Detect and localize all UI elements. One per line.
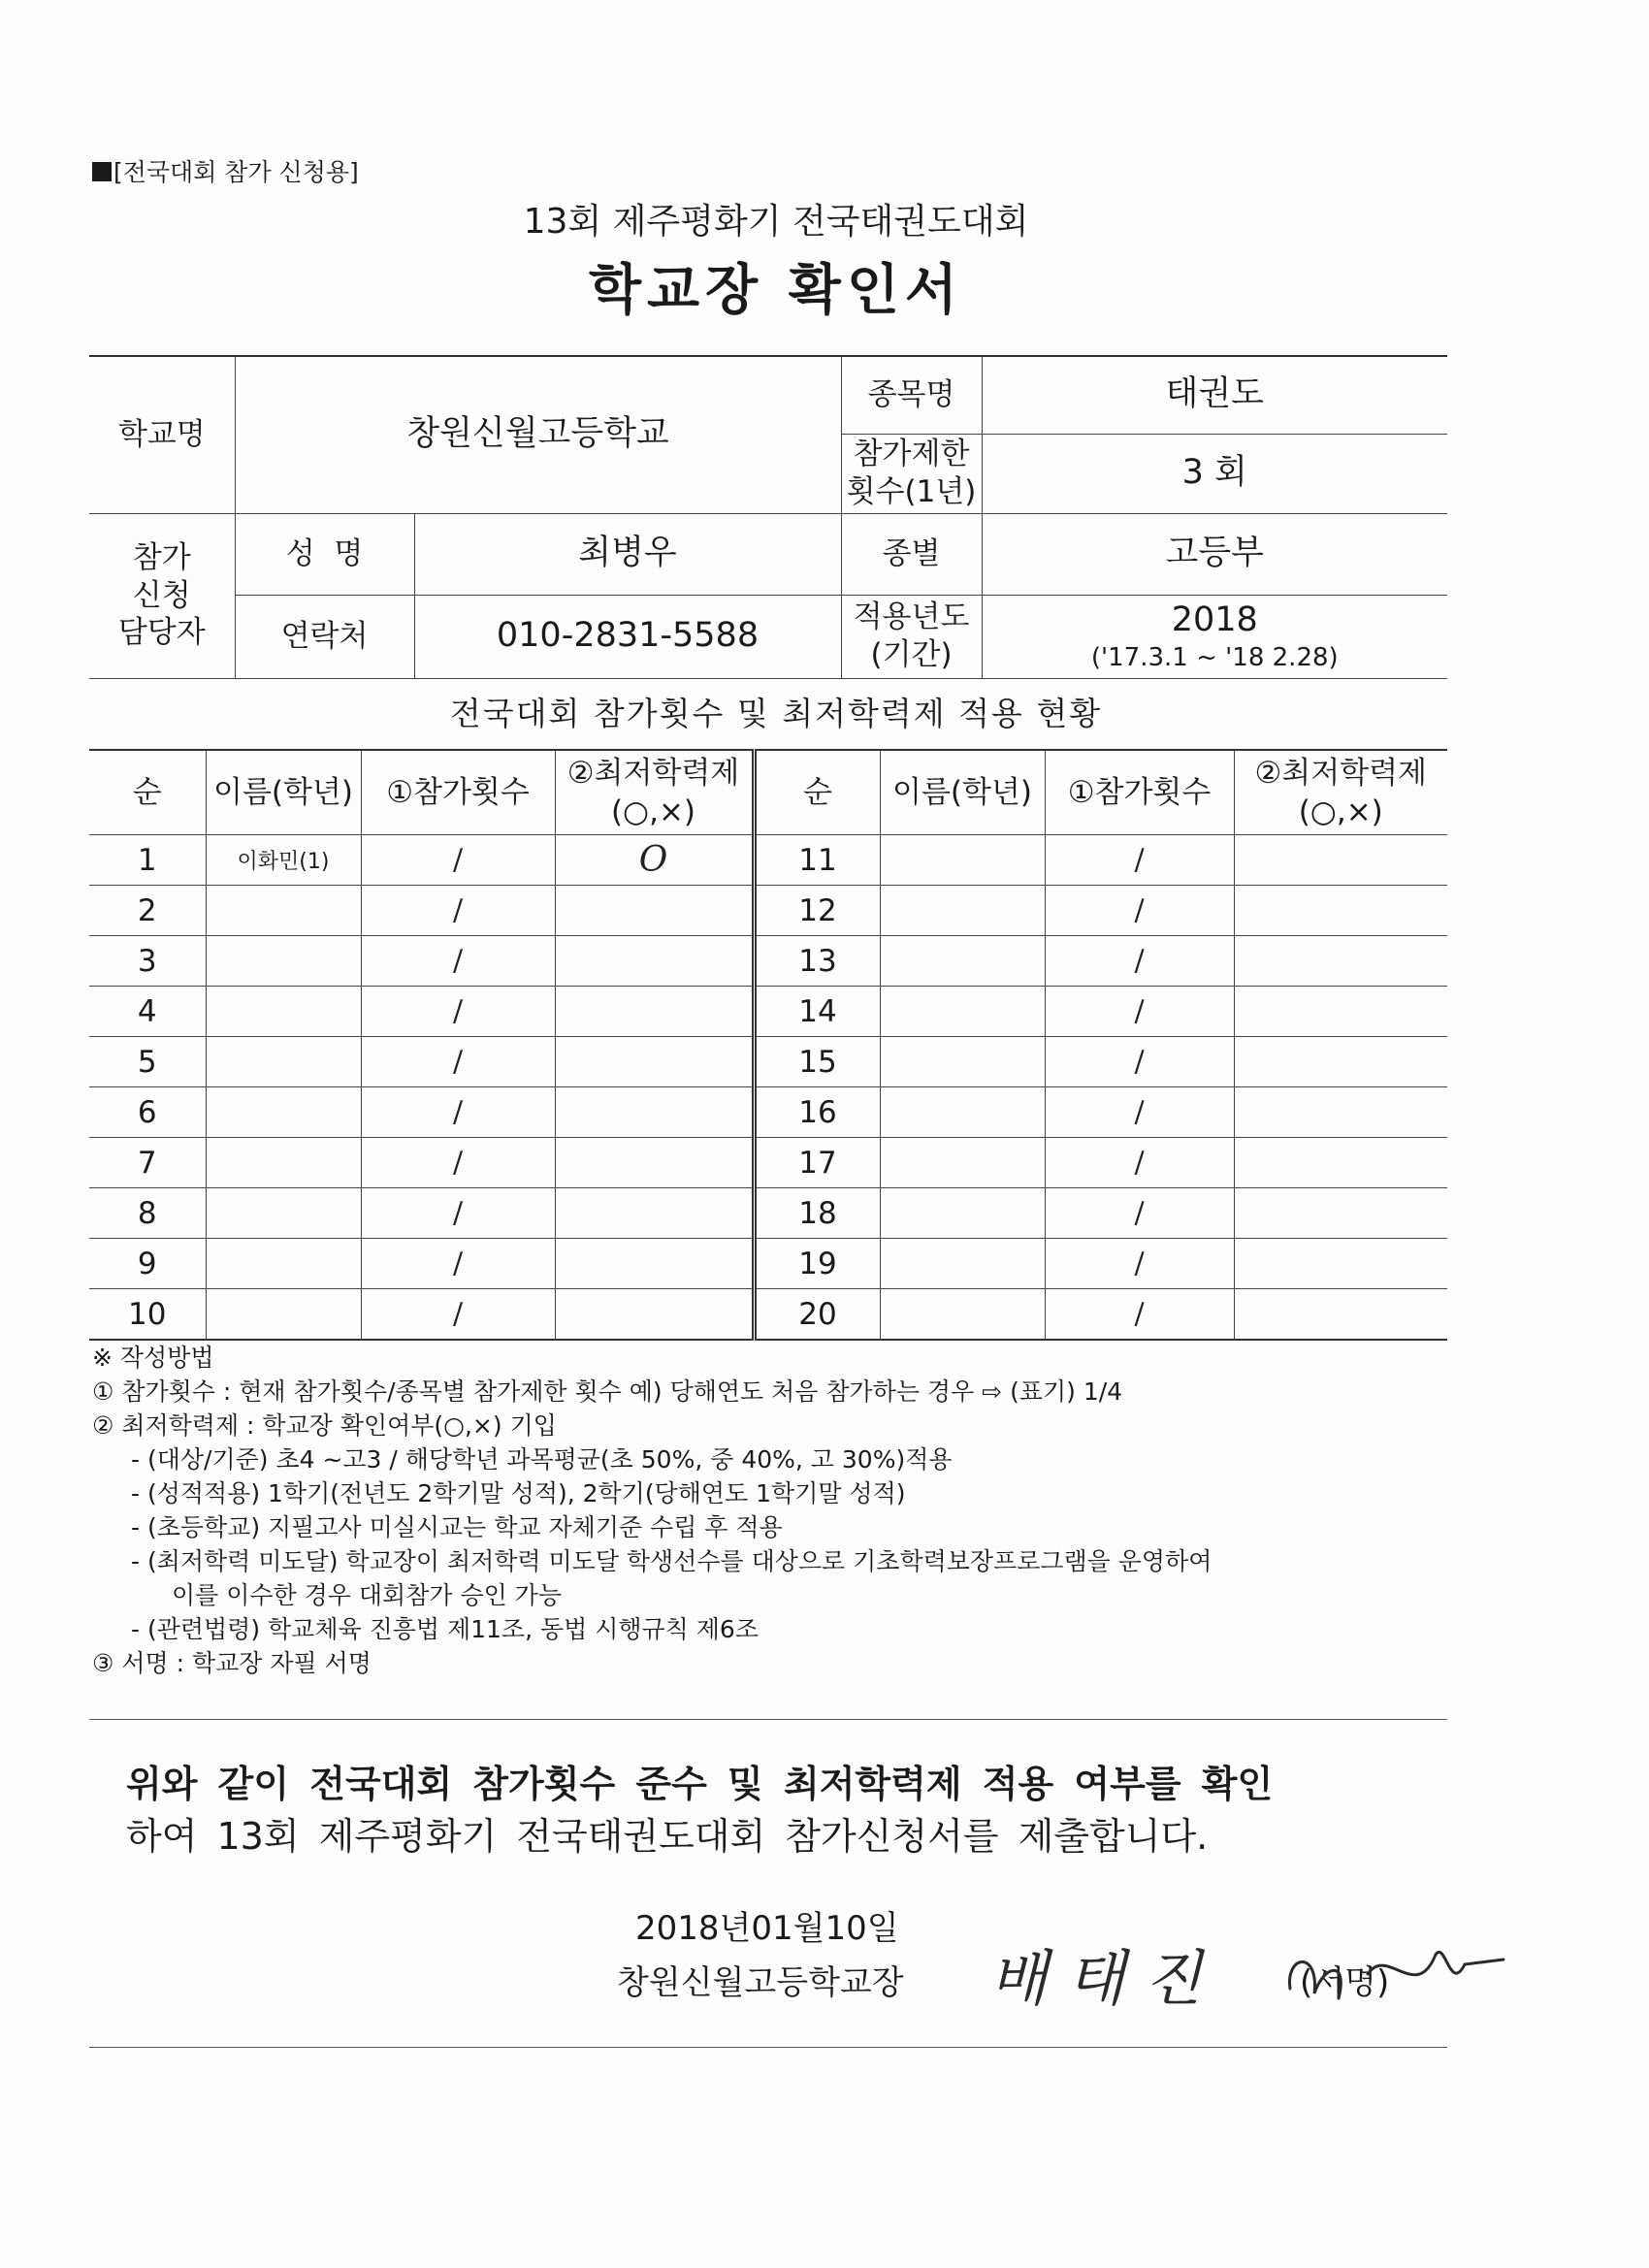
student-name [880,1239,1045,1289]
min-grade-mark [1234,1037,1447,1087]
min-grade-mark [1234,1138,1447,1188]
row-number: 20 [754,1289,880,1341]
participation-count: / [361,1289,555,1341]
row-number: 5 [89,1037,206,1087]
table-header-row [89,750,1447,835]
limit-label: 참가제한 횟수(1년) [841,434,982,513]
min-grade-mark: O [555,835,754,886]
row-number: 7 [89,1138,206,1188]
table-row [89,835,1447,886]
name-label: 성 명 [235,513,414,595]
min-grade-mark [1234,987,1447,1037]
student-name [880,886,1045,936]
min-grade-mark [555,987,754,1037]
row-number: 16 [754,1087,880,1138]
header-no: 순 [754,750,880,835]
min-grade-mark [555,1289,754,1341]
min-grade-mark [555,1037,754,1087]
min-grade-mark [1234,1289,1447,1341]
min-grade-mark [555,1188,754,1239]
limit-value: 3 회 [982,434,1447,513]
instruction-subitem: 이를 이수한 경우 대회참가 승인 가능 [172,1581,562,1609]
student-name: 이화민(1) [206,835,361,886]
table-row [89,1239,1447,1289]
signature-scribble-icon [1280,1935,1513,2013]
participation-count: / [1045,1087,1234,1138]
instruction-item: ③ 서명 : 학교장 자필 서명 [92,1649,372,1677]
row-number: 15 [754,1037,880,1087]
document-subtitle: 13회 제주평화기 전국태권도대회 [523,202,1029,242]
participation-count: / [361,1239,555,1289]
category-value: 고등부 [982,513,1447,595]
table-row [89,1138,1447,1188]
school-label: 학교명 [89,356,235,513]
row-number: 2 [89,886,206,936]
student-name [206,1188,361,1239]
min-grade-mark [1234,1239,1447,1289]
participation-count: / [1045,835,1234,886]
instructions-heading: ※ 작성방법 [92,1344,214,1372]
form-tag: [전국대회 참가 신청용] [92,153,359,188]
participation-count: / [361,987,555,1037]
table-row [89,886,1447,936]
participation-count: / [361,1087,555,1138]
student-name [206,1138,361,1188]
instruction-subitem: - (관련법령) 학교체육 진흥법 제11조, 동법 시행규칙 제6조 [131,1615,759,1643]
table-row [89,936,1447,987]
min-grade-mark [1234,1188,1447,1239]
contact-person-label: 참가 신청 담당자 [89,513,235,678]
principal-title: 창원신월고등학교장 [617,1963,904,2002]
header-min-grade: ②최저학력제 (○,×) [555,750,754,835]
header-name: 이름(학년) [880,750,1045,835]
student-name [206,936,361,987]
event-value: 태권도 [982,356,1447,434]
phone-value: 010-2831-5588 [414,595,841,678]
row-number: 4 [89,987,206,1037]
participation-count: / [1045,1138,1234,1188]
min-grade-mark [555,936,754,987]
instruction-subitem: - (대상/기준) 초4 ~고3 / 해당학년 과목평균(초 50%, 중 40%, 고 30%)적용 [131,1445,953,1474]
row-number: 12 [754,886,880,936]
table-row [89,1037,1447,1087]
min-grade-mark [555,1239,754,1289]
student-name [880,987,1045,1037]
student-name [206,987,361,1037]
participation-count: / [1045,1239,1234,1289]
row-number: 3 [89,936,206,987]
row-number: 6 [89,1087,206,1138]
divider [89,1719,1447,1720]
category-label: 종별 [841,513,982,595]
student-name [206,1037,361,1087]
row-number: 1 [89,835,206,886]
period-value: ('17.3.1 ~ '18 2.28) [1090,642,1339,672]
row-number: 8 [89,1188,206,1239]
divider [89,2047,1447,2048]
student-name [880,835,1045,886]
student-name [880,1037,1045,1087]
participation-count: / [361,835,555,886]
student-name [880,1188,1045,1239]
min-grade-mark [555,1138,754,1188]
row-number: 13 [754,936,880,987]
declaration: 위와 같이 전국대회 참가횟수 준수 및 최저학력제 적용 여부를 확인 하여 13회 제주평화기 전국태권도대회 참가신청서를 제출합니다. [126,1763,1274,1858]
participation-count: / [1045,1188,1234,1239]
applicant-info-table [89,355,1447,679]
table-row [89,1289,1447,1341]
year-label: 적용년도 (기간) [841,595,982,678]
document-title: 학교장 확인서 [588,259,964,322]
student-name [206,1289,361,1341]
row-number: 19 [754,1239,880,1289]
min-grade-mark [1234,886,1447,936]
table-row [89,1188,1447,1239]
participation-count: / [1045,987,1234,1037]
instruction-subitem: - (최저학력 미도달) 학교장이 최저학력 미도달 학생선수를 대상으로 기초학력보장프로그램을 운영하여 [131,1547,1212,1575]
participation-count: / [361,886,555,936]
student-name [880,1289,1045,1341]
header-name: 이름(학년) [206,750,361,835]
handwritten-signature: 배 태 진 [989,1943,1203,2014]
header-count: ①참가횟수 [1045,750,1234,835]
min-grade-mark [1234,835,1447,886]
header-no: 순 [89,750,206,835]
participation-count: / [361,1188,555,1239]
name-value: 최병우 [414,513,841,595]
row-number: 14 [754,987,880,1037]
student-name [880,1087,1045,1138]
instruction-item: ② 최저학력제 : 학교장 확인여부(○,×) 기입 [92,1411,557,1440]
row-number: 17 [754,1138,880,1188]
table-row [89,1087,1447,1138]
min-grade-mark [555,886,754,936]
student-name [206,1239,361,1289]
instruction-subitem: - (성적적용) 1학기(전년도 2학기말 성적), 2학기(당해연도 1학기말 성적) [131,1479,906,1507]
participation-count: / [1045,1289,1234,1341]
school-value: 창원신월고등학교 [235,356,841,513]
header-min-grade: ②최저학력제 (○,×) [1234,750,1447,835]
min-grade-mark [555,1087,754,1138]
student-name [880,1138,1045,1188]
status-table-title: 전국대회 참가횟수 및 최저학력제 적용 현황 [449,695,1103,732]
instructions [92,1341,1460,1680]
header-count: ①참가횟수 [361,750,555,835]
row-number: 11 [754,835,880,886]
student-name [880,936,1045,987]
sign-date: 2018년01월10일 [635,1909,899,1948]
year-value: 2018 ('17.3.1 ~ '18 2.28) [982,595,1447,678]
phone-label: 연락처 [235,595,414,678]
instruction-subitem: - (초등학교) 지필고사 미실시교는 학교 자체기준 수립 후 적용 [131,1513,783,1541]
row-number: 9 [89,1239,206,1289]
instruction-item: ① 참가횟수 : 현재 참가횟수/종목별 참가제한 횟수 예) 당해연도 처음 참가하는 경우 ⇨ (표기) 1/4 [92,1377,1123,1406]
participation-count: / [1045,886,1234,936]
participation-count: / [361,1037,555,1087]
seal-label: (서명) [1300,1963,1390,2002]
participation-count: / [1045,1037,1234,1087]
table-row [89,987,1447,1037]
participation-count: / [361,1138,555,1188]
participation-count: / [1045,936,1234,987]
student-name [206,1087,361,1138]
participation-count: / [361,936,555,987]
row-number: 10 [89,1289,206,1341]
event-label: 종목명 [841,356,982,434]
row-number: 18 [754,1188,880,1239]
student-name [206,886,361,936]
min-grade-mark [1234,1087,1447,1138]
square-marker-icon [92,162,112,181]
participation-status-table [89,749,1447,1341]
min-grade-mark [1234,936,1447,987]
